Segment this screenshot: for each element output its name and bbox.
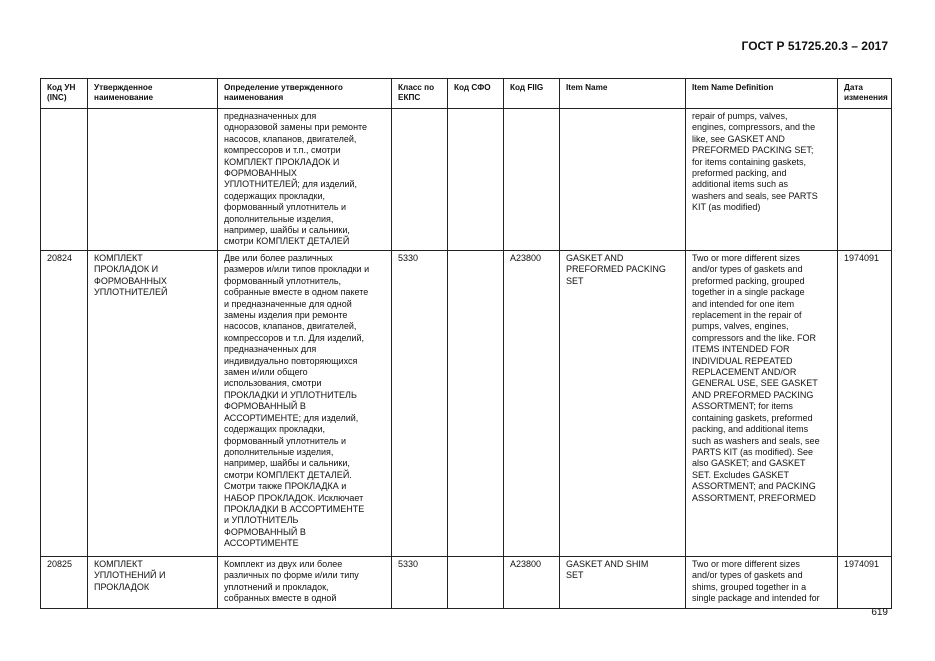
cell-definition: Две или более различных размеров и/или типов прокладки и формованный уплотнитель, собранные вместе в одном пакете и предназначенные для одной замены изделия при ремонте насосов, клапанов, двигателей, компрессоров и т.п. Для изделий, предназначенных для индивидуально повторяющихся замен и/или общего использования, смотри ПРОКЛАДКИ И УПЛОТНИТЕЛЬ ФОРМОВАННЫЙ В АССОРТИМЕНТЕ; для изделий, содержащих прокладки, формованный уплотнитель и дополнительные изделия, например, шайбы и сальники, смотри КОМПЛЕКТ ДЕТАЛЕЙ. Смотри также ПРОКЛАДКА и НАБОР ПРОКЛАДОК. Исключает ПРОКЛАДКИ В АССОРТИМЕНТЕ и УПЛОТНИТЕЛЬ ФОРМОВАННЫЙ В АССОРТИМЕНТЕ [218, 251, 392, 557]
cell-inc: 20825 [41, 557, 88, 609]
cell-item-definition: Two or more different sizes and/or types of gaskets and preformed packing, grouped together in a single package and intended for one item replacement in the repair of pumps, valves, engines, compressors and the like. FOR ITEMS INTENDED FOR INDIVIDUAL REPEATED REPLACEMENT AND/OR GENERAL USE, SEE GASKET AND PREFORMED PACKING ASSORTMENT; for items containing gaskets, preformed packing, and additional items such as washers and seals, see PARTS KIT (as modified). See also GASKET; and GASKET SET. Excludes GASKET ASSORTMENT; and PACKING ASSORTMENT, PREFORMED [686, 251, 838, 557]
column-header-inc: Код УН (INC) [41, 79, 88, 109]
table-row [41, 557, 892, 609]
cell-approved-name [88, 109, 218, 251]
cell-definition: Комплект из двух или более различных по форме и/или типу уплотнений и прокладок, собранных вместе в одной [218, 557, 392, 609]
cell-approved-name: КОМПЛЕКТ ПРОКЛАДОК И ФОРМОВАННЫХ УПЛОТНИТЕЛЕЙ [88, 251, 218, 557]
table-header-row [41, 79, 892, 109]
cell-ekps-class [392, 109, 448, 251]
cell-inc [41, 109, 88, 251]
cell-change-date [838, 109, 892, 251]
cell-fiig-code: A23800 [504, 557, 560, 609]
column-header-item-definition: Item Name Definition [686, 79, 838, 109]
cell-definition: предназначенных для одноразовой замены при ремонте насосов, клапанов, двигателей, компрессоров и т.п., смотри КОМПЛЕКТ ПРОКЛАДОК И ФОРМОВАННЫХ УПЛОТНИТЕЛЕЙ; для изделий, содержащих прокладки, формованный уплотнитель и дополнительные изделия, например, шайбы и сальники, смотри КОМПЛЕКТ ДЕТАЛЕЙ [218, 109, 392, 251]
column-header-ekps-class: Класс по ЕКПС [392, 79, 448, 109]
cell-fiig-code: A23800 [504, 251, 560, 557]
column-header-change-date: Дата изменения [838, 79, 892, 109]
page-number: 619 [871, 607, 888, 618]
column-header-item-name: Item Name [560, 79, 686, 109]
cell-change-date: 1974091 [838, 557, 892, 609]
cell-change-date: 1974091 [838, 251, 892, 557]
cell-ekps-class: 5330 [392, 251, 448, 557]
column-header-approved-name: Утвержденное наименование [88, 79, 218, 109]
cell-item-name: GASKET AND SHIM SET [560, 557, 686, 609]
cell-ekps-class: 5330 [392, 557, 448, 609]
cell-inc: 20824 [41, 251, 88, 557]
cell-item-name: GASKET AND PREFORMED PACKING SET [560, 251, 686, 557]
catalog-table [40, 78, 892, 609]
document-code: ГОСТ Р 51725.20.3 – 2017 [741, 39, 888, 53]
cell-item-definition: repair of pumps, valves, engines, compressors, and the like, see GASKET AND PREFORMED PACKING SET; for items containing gaskets, preformed packing, and additional items such as washers and seals, see PARTS KIT (as modified) [686, 109, 838, 251]
cell-sfo-code [448, 251, 504, 557]
cell-item-name [560, 109, 686, 251]
column-header-definition: Определение утвержденного наименования [218, 79, 392, 109]
table-row [41, 251, 892, 557]
cell-fiig-code [504, 109, 560, 251]
table-row [41, 109, 892, 251]
column-header-sfo-code: Код СФО [448, 79, 504, 109]
cell-item-definition: Two or more different sizes and/or types of gaskets and shims, grouped together in a single package and intended for [686, 557, 838, 609]
cell-sfo-code [448, 109, 504, 251]
column-header-fiig-code: Код FIIG [504, 79, 560, 109]
cell-approved-name: КОМПЛЕКТ УПЛОТНЕНИЙ И ПРОКЛАДОК [88, 557, 218, 609]
cell-sfo-code [448, 557, 504, 609]
